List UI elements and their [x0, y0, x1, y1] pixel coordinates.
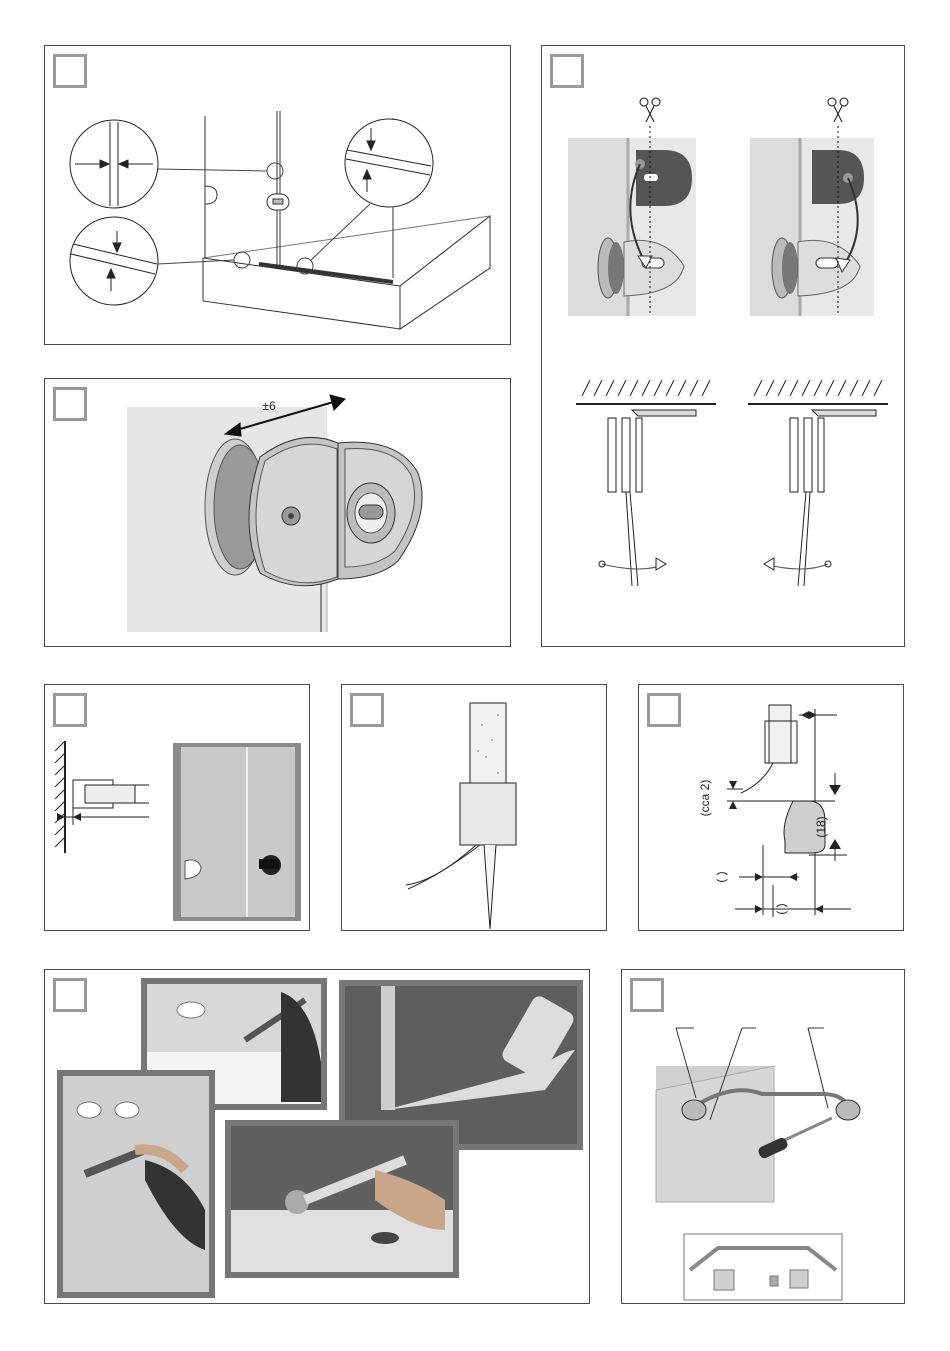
glass-alignment-drawing	[45, 46, 512, 346]
magnifier-top-right	[311, 119, 433, 260]
panel-bottom-seal	[341, 684, 607, 931]
panel-template-cut	[541, 45, 905, 647]
magnifier-top-left	[70, 120, 267, 208]
dim-b-label: ( )	[774, 903, 788, 915]
reference-circles	[234, 163, 313, 274]
template-photo-right	[750, 138, 874, 316]
bottom-seal-drawing	[342, 685, 608, 932]
hinges	[205, 186, 289, 210]
adjust-range-label: ±6	[262, 399, 276, 413]
silicone-photos	[45, 970, 591, 1305]
shower-tray	[203, 216, 490, 329]
seal-dimensions-drawing	[639, 685, 905, 932]
gap-label: (cca 2)	[698, 779, 712, 817]
template-cut-drawing	[542, 46, 906, 648]
panel-hinge-adjustment	[44, 378, 511, 647]
ceiling-section-left	[576, 380, 716, 586]
hinge-adjustment-drawing	[45, 379, 512, 648]
panel-seal-dimensions	[638, 684, 904, 931]
panel-stabilizer-bar	[621, 969, 905, 1304]
template-photo-left	[568, 138, 696, 316]
panel-silicone-application	[44, 969, 590, 1304]
photo-wall-sealing	[57, 1070, 215, 1298]
photo-hinge-sealing	[225, 1120, 459, 1278]
stabilizer-bar-drawing	[622, 970, 906, 1305]
hinge-body	[205, 437, 422, 585]
ceiling-section-right	[748, 380, 888, 586]
profile-photo	[173, 743, 301, 921]
parts-inset	[684, 1234, 842, 1300]
panel-glass-alignment	[44, 45, 511, 345]
height-label: (18)	[814, 816, 828, 838]
dim-a-label: ( )	[714, 871, 728, 883]
wall-profile-drawing	[45, 685, 311, 932]
wall-hatch	[55, 741, 65, 853]
panel-wall-profile	[44, 684, 310, 931]
